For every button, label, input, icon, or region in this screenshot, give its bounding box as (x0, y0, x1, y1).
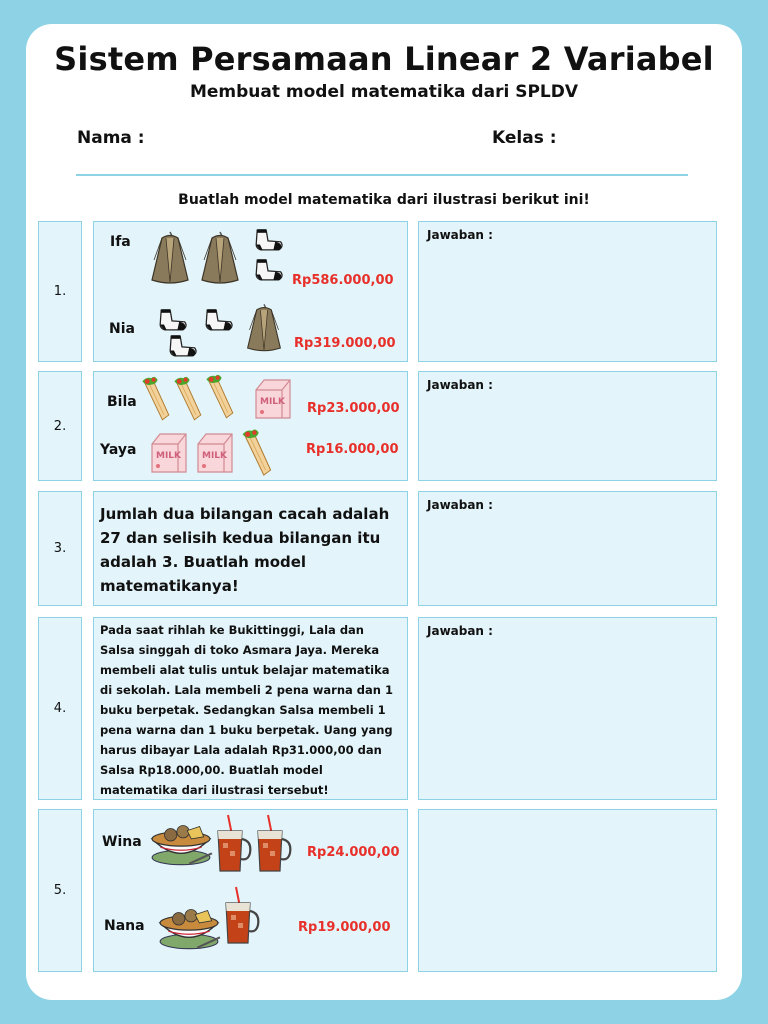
answer-box-5[interactable] (418, 809, 717, 972)
question-number-3: 3. (38, 491, 82, 606)
person-name-bila: Bila (107, 394, 137, 410)
sock-icon (200, 306, 236, 334)
wrap-icon (172, 374, 204, 424)
question-number-4: 4. (38, 617, 82, 800)
answer-box-2[interactable] (418, 371, 717, 481)
question-number-2: 2. (38, 371, 82, 481)
nama-label: Nama : (77, 128, 145, 148)
question-4-box (93, 617, 408, 800)
wrap-icon (204, 372, 236, 422)
page-title: Sistem Persamaan Linear 2 Variabel (54, 40, 714, 78)
answer-label: Jawaban : (427, 624, 493, 638)
wrap-icon (240, 426, 274, 480)
answer-label: Jawaban : (427, 228, 493, 242)
robe-icon (244, 302, 284, 354)
meatball-bowl-icon (156, 900, 222, 952)
question-1-illustration (93, 221, 408, 362)
iced-tea-icon (222, 884, 262, 950)
question-number-1: 1. (38, 221, 82, 362)
robe-icon (148, 230, 192, 286)
answer-box-1[interactable] (418, 221, 717, 362)
person-name-nana: Nana (104, 918, 145, 934)
question-2-illustration (93, 371, 408, 481)
person-name-wina: Wina (102, 834, 142, 850)
question-3-text: Jumlah dua bilangan cacah adalah 27 dan selisih kedua bilangan itu adalah 3. Buatlah model matematikanya! (100, 505, 390, 595)
milk-carton-icon (148, 430, 190, 476)
answer-label: Jawaban : (427, 378, 493, 392)
price-nia: Rp319.000,00 (294, 336, 396, 351)
sock-icon (250, 226, 286, 254)
instruction-text: Buatlah model matematika dari ilustrasi berikut ini! (178, 192, 590, 208)
name-divider-line (76, 174, 688, 176)
robe-icon (198, 230, 242, 286)
question-5-illustration (93, 809, 408, 972)
price-wina: Rp24.000,00 (307, 845, 400, 860)
person-name-nia: Nia (109, 321, 135, 337)
question-3-box (93, 491, 408, 606)
iced-tea-icon (214, 812, 254, 878)
sock-icon (250, 256, 286, 284)
question-4-text: Pada saat rihlah ke Bukittinggi, Lala dan Salsa singgah di toko Asmara Jaya. Mereka membeli alat tulis untuk belajar matematika di sekolah. Lala membeli 2 pena warna dan 1 buku berpetak. Sedangkan Salsa membeli 1 pena warna dan 1 buku berpetak. Uang yang harus dibayar Lala adalah Rp31.000,00 dan Salsa Rp18.000,00. Buatlah model matematika dari ilustrasi tersebut! (100, 623, 393, 797)
price-nana: Rp19.000,00 (298, 920, 391, 935)
wrap-icon (140, 374, 172, 424)
iced-tea-icon (254, 812, 294, 878)
answer-box-4[interactable] (418, 617, 717, 800)
answer-box-3[interactable] (418, 491, 717, 606)
price-ifa: Rp586.000,00 (292, 273, 394, 288)
meatball-bowl-icon (148, 816, 214, 868)
sock-icon (164, 332, 200, 360)
price-yaya: Rp16.000,00 (306, 442, 399, 457)
answer-label: Jawaban : (427, 498, 493, 512)
kelas-label: Kelas : (492, 128, 557, 148)
price-bila: Rp23.000,00 (307, 401, 400, 416)
question-number-5: 5. (38, 809, 82, 972)
sock-icon (154, 306, 190, 334)
person-name-yaya: Yaya (100, 442, 137, 458)
milk-carton-icon (252, 376, 294, 422)
person-name-ifa: Ifa (110, 234, 131, 250)
page-subtitle: Membuat model matematika dari SPLDV (189, 82, 579, 102)
milk-carton-icon (194, 430, 236, 476)
